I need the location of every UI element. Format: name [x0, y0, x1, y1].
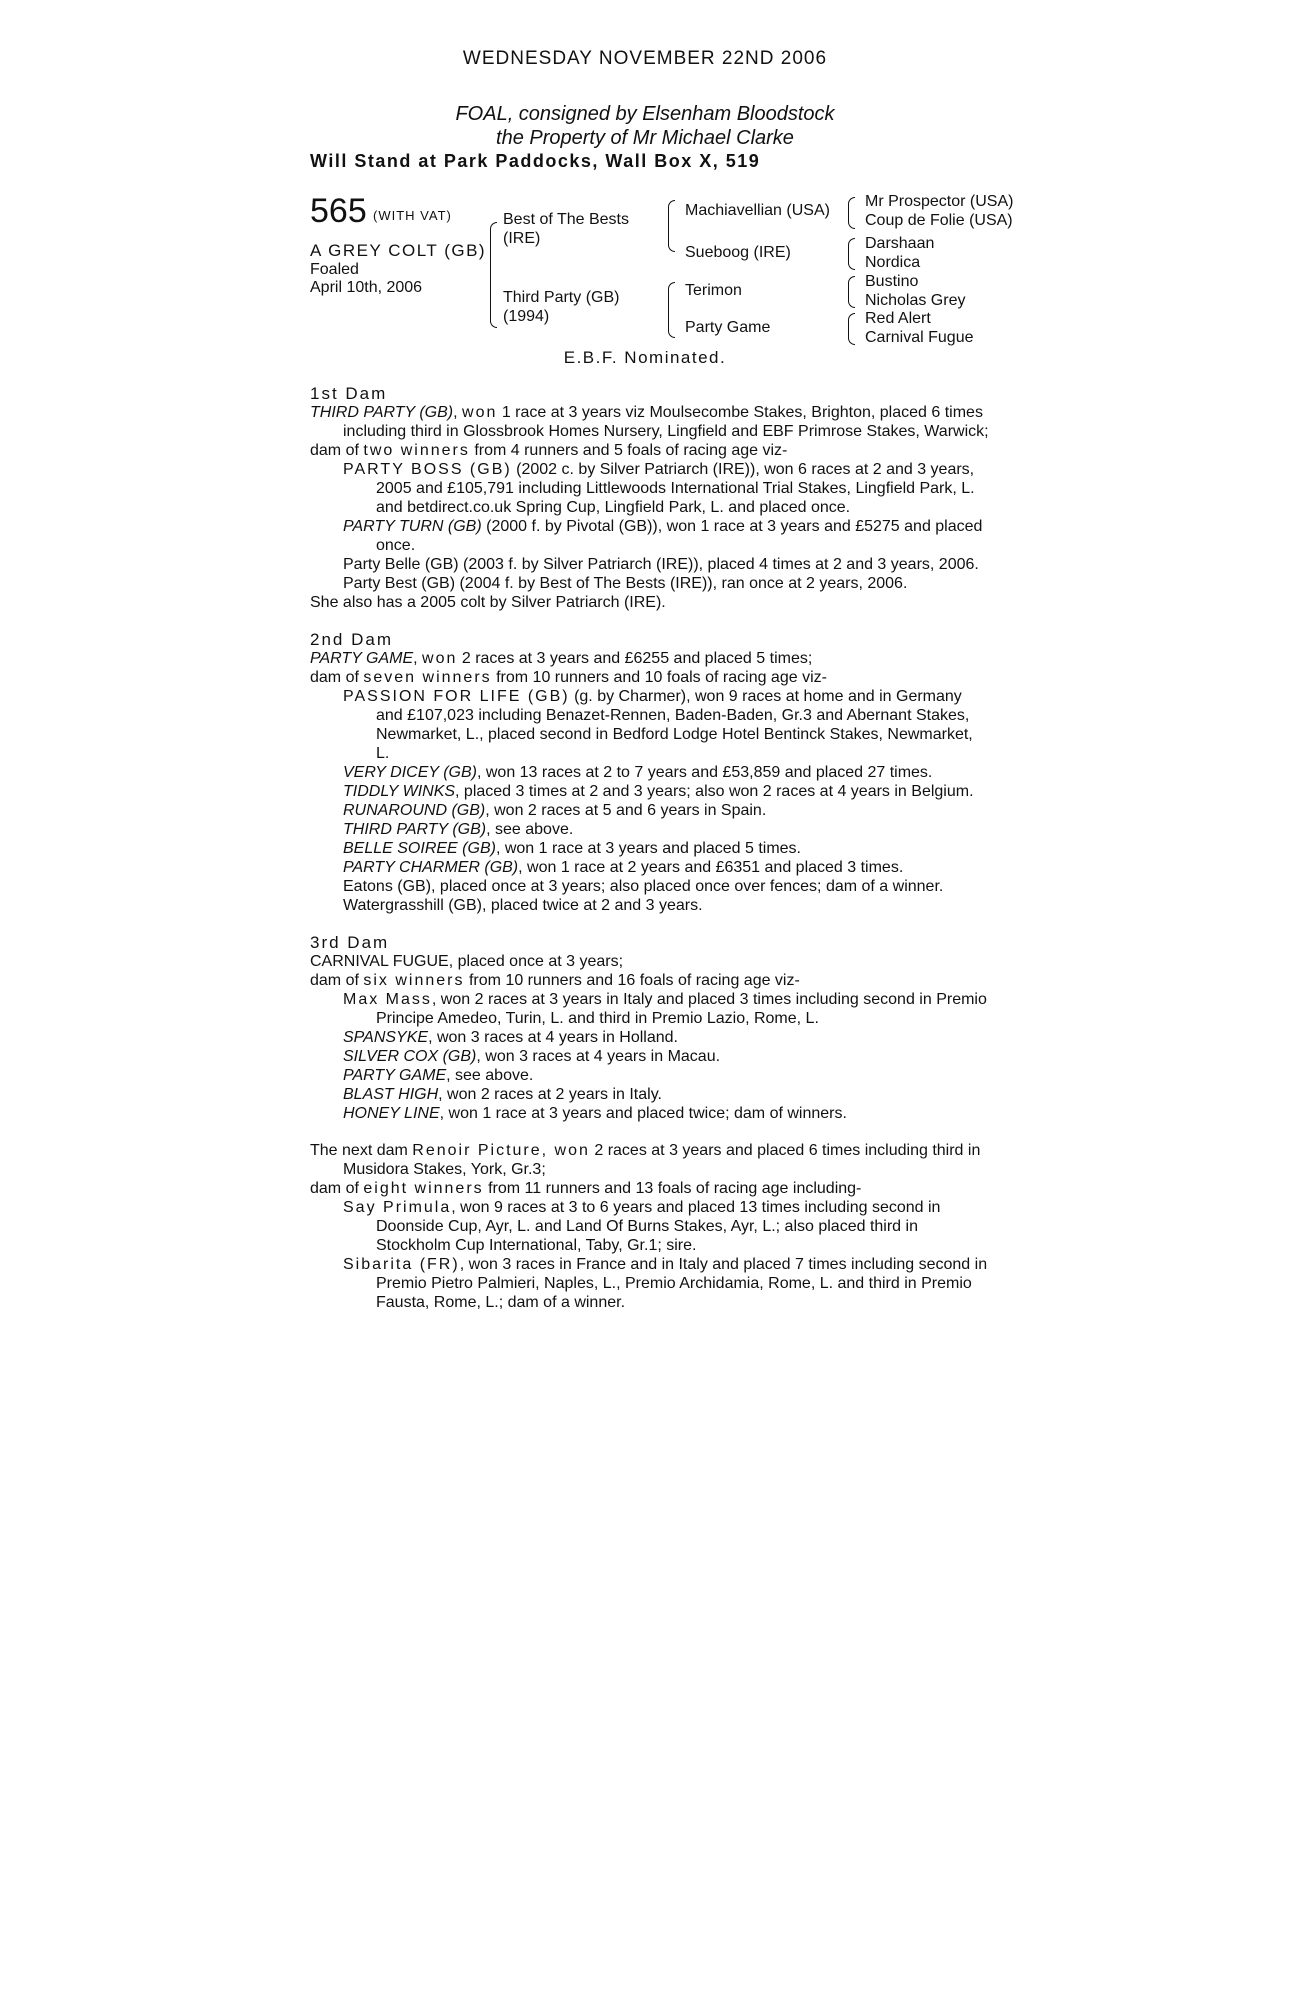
pedigree-sire	[503, 210, 629, 248]
produce-item	[310, 687, 990, 763]
first-dam-name: THIRD PARTY (GB)	[310, 404, 454, 421]
won-label: won	[422, 650, 458, 667]
produce-name: VERY DICEY (GB)	[343, 764, 477, 781]
produce-item	[310, 1198, 990, 1255]
produce-item: Party Best (GB) (2004 f. by Best of The Bests (IRE)), ran once at 2 years, 2006.	[343, 575, 908, 592]
pedigree-brace-sd	[848, 238, 855, 270]
second-dam-record: 2 races at 3 years and £6255 and placed 5 times;	[461, 650, 813, 667]
third-dam-intro: CARNIVAL FUGUE, placed once at 3 years;	[310, 953, 624, 970]
produce-record: , placed 3 times at 2 and 3 years; also won 2 races at 4 years in Belgium.	[455, 783, 974, 800]
produce-record: (g. by Charmer), won 9 races at home and in Germany and £107,023 including Benazet-Rennen, Baden-Baden, Gr.3 and Abernant Stakes, Newmarket, L., placed second in Bedford Lodge Hotel Bentinck Stakes, Newmarket, L.	[376, 688, 973, 762]
produce-name: PARTY GAME	[343, 1067, 447, 1084]
first-dam-also: She also has a 2005 colt by Silver Patriarch (IRE).	[310, 594, 666, 611]
pedigree-dam	[503, 288, 619, 326]
next-dam-record: 2 races at 3 years and placed 6 times including third in Musidora Stakes, York, Gr.3;	[343, 1142, 981, 1178]
produce-name: Say Primula	[343, 1199, 452, 1216]
sire-name: Best of The Bests	[503, 211, 629, 228]
runners-count: from 4 runners and 5 foals of racing age viz-	[474, 442, 788, 459]
won-label: , won	[541, 1142, 590, 1159]
winners-count: six winners	[363, 972, 465, 989]
second-dam-name: PARTY GAME	[310, 650, 414, 667]
second-dam-heading: 2nd Dam	[310, 630, 393, 649]
produce-record: , won 3 races at 4 years in Holland.	[428, 1029, 678, 1046]
produce-record: (2000 f. by Pivotal (GB)), won 1 race at 3 years and £5275 and placed once.	[376, 518, 983, 554]
produce-item	[310, 858, 990, 877]
produce-item	[310, 820, 990, 839]
winners-count: seven winners	[363, 669, 492, 686]
foaled-date: April 10th, 2006	[310, 279, 423, 296]
runners-count: from 10 runners and 10 foals of racing age viz-	[496, 669, 827, 686]
produce-name: Max Mass	[343, 991, 432, 1008]
produce-item	[310, 1085, 990, 1104]
pedigree-ssd: Coup de Folie (USA)	[865, 212, 1013, 229]
produce-record: , won 1 race at 3 years and placed twice; dam of winners.	[439, 1105, 847, 1122]
produce-record: , won 2 races at 5 and 6 years in Spain.	[485, 802, 767, 819]
produce-name: TIDDLY WINKS	[343, 783, 456, 800]
dam-of-label: dam of	[310, 669, 359, 686]
next-dam-produce-summary	[310, 1179, 990, 1198]
pedigree-dsd: Nicholas Grey	[865, 292, 966, 309]
pedigree-brace-dd	[848, 313, 855, 345]
pedigree-dd: Party Game	[685, 319, 771, 336]
produce-record: , see above.	[486, 821, 574, 838]
runners-count: from 10 runners and 16 foals of racing age viz-	[468, 972, 800, 989]
won-label: won	[462, 404, 498, 421]
next-dam-intro	[310, 1141, 990, 1179]
foaled-info	[310, 261, 422, 297]
produce-record: , won 2 races at 2 years in Italy.	[438, 1086, 662, 1103]
produce-record: , won 9 races at 3 to 6 years and placed 13 times including second in Doonside Cup, Ayr, L. and Land Of Burns Stakes, Ayr, L.; also placed third in Stockholm Cup International, Taby, Gr.1; sire.	[376, 1199, 941, 1254]
pedigree-brace-ss	[848, 197, 855, 229]
second-dam-produce-summary	[310, 668, 990, 687]
stand-location: Will Stand at Park Paddocks, Wall Box X, 519	[310, 151, 761, 171]
consignment-block	[0, 102, 1290, 150]
pedigree-brace-ds	[848, 276, 855, 308]
produce-record: , won 1 race at 2 years and £6351 and placed 3 times.	[518, 859, 904, 876]
produce-name: PARTY CHARMER (GB)	[343, 859, 519, 876]
produce-record: , won 1 race at 3 years and placed 5 times.	[495, 840, 801, 857]
ebf-nominated: E.B.F. Nominated.	[563, 348, 727, 367]
produce-item	[310, 801, 990, 820]
lot-number: 565	[310, 192, 367, 230]
dam-year: (1994)	[503, 308, 550, 325]
section-gap	[310, 1123, 990, 1141]
produce-item	[310, 763, 990, 782]
consignor-line: FOAL, consigned by Elsenham Bloodstock	[455, 103, 835, 125]
produce-item	[310, 517, 990, 555]
produce-item	[310, 1028, 990, 1047]
produce-name: BLAST HIGH	[343, 1086, 439, 1103]
third-dam-heading: 3rd Dam	[310, 933, 390, 952]
dam-name: Third Party (GB)	[503, 289, 620, 306]
pedigree-ds: Terimon	[685, 282, 742, 299]
produce-name: BELLE SOIREE (GB)	[343, 840, 496, 857]
third-dam-produce-summary	[310, 971, 990, 990]
produce-record: , won 13 races at 2 to 7 years and £53,859 and placed 27 times.	[476, 764, 933, 781]
produce-item	[310, 1047, 990, 1066]
produce-item	[310, 990, 990, 1028]
winners-count: two winners	[363, 442, 470, 459]
pedigree-sds: Darshaan	[865, 235, 935, 252]
second-dam-intro: PARTY GAME, won 2 races at 3 years and £6255 and placed 5 times;	[310, 650, 813, 667]
lot-description: A GREY COLT (GB)	[310, 241, 487, 260]
winners-count: eight winners	[363, 1180, 484, 1197]
produce-item	[310, 782, 990, 801]
produce-name: RUNAROUND (GB)	[343, 802, 486, 819]
dam-of-label: dam of	[310, 1180, 359, 1197]
first-dam-produce-summary	[310, 441, 990, 460]
produce-item: Watergrasshill (GB), placed twice at 2 and 3 years.	[343, 897, 703, 914]
sale-date: WEDNESDAY NOVEMBER 22ND 2006	[462, 48, 828, 69]
produce-name: SILVER COX (GB)	[343, 1048, 477, 1065]
produce-name: SPANSYKE	[343, 1029, 429, 1046]
dam-of-label: dam of	[310, 442, 359, 459]
pedigree-brace-dam	[668, 282, 675, 338]
produce-name: PARTY TURN (GB)	[343, 518, 482, 535]
produce-name: HONEY LINE	[343, 1105, 440, 1122]
pedigree-sd: Sueboog (IRE)	[685, 244, 791, 261]
produce-record: , won 3 races in France and in Italy and placed 7 times including second in Premio Pietro Palmieri, Naples, L., Premio Archidamia, Rome, L. and third in Premio Fausta, Rome, L.; dam of a winner.	[376, 1256, 988, 1311]
produce-record: , see above.	[446, 1067, 534, 1084]
next-dam-name: Renoir Picture	[412, 1142, 542, 1159]
next-dam-label: The next dam	[310, 1142, 408, 1159]
runners-count: from 11 runners and 13 foals of racing age including-	[488, 1180, 862, 1197]
produce-item	[310, 1104, 990, 1123]
produce-item	[310, 839, 990, 858]
dam-of-label: dam of	[310, 972, 359, 989]
pedigree-sss: Mr Prospector (USA)	[865, 193, 1014, 210]
produce-name: Sibarita (FR)	[343, 1256, 460, 1273]
produce-item	[310, 1255, 990, 1312]
pedigree-ss: Machiavellian (USA)	[685, 202, 830, 219]
first-dam-record: 1 race at 3 years viz Moulsecombe Stakes, Brighton, placed 6 times including third in Glossbrook Homes Nursery, Lingfield and EBF Primrose Stakes, Warwick;	[343, 404, 989, 440]
pedigree-brace-sire	[668, 200, 675, 252]
produce-record: (2002 c. by Silver Patriarch (IRE)), won 6 races at 2 and 3 years, 2005 and £105,791 including Littlewoods International Trial Stakes, Lingfield Park, L. and betdirect.co.uk Spring Cup, Lingfield Park, L. and placed once.	[376, 461, 975, 516]
produce-name: PASSION FOR LIFE (GB)	[343, 688, 570, 705]
sire-country: (IRE)	[503, 230, 541, 247]
produce-name: THIRD PARTY (GB)	[343, 821, 487, 838]
first-dam-intro: THIRD PARTY (GB), won 1 race at 3 years viz Moulsecombe Stakes, Brighton, placed 6 times including third in Glossbrook Homes Nursery, Lingfield and EBF Primrose Stakes, Warwick;	[310, 404, 989, 440]
pedigree-ddd: Carnival Fugue	[865, 329, 974, 346]
pedigree-dds: Red Alert	[865, 310, 931, 327]
produce-item: Party Belle (GB) (2003 f. by Silver Patriarch (IRE)), placed 4 times at 2 and 3 years, 2006.	[343, 556, 979, 573]
family-notes	[310, 384, 990, 1312]
first-dam-heading: 1st Dam	[310, 384, 388, 403]
owner-line: the Property of Mr Michael Clarke	[496, 127, 794, 149]
pedigree-dss: Bustino	[865, 273, 919, 290]
produce-name: PARTY BOSS (GB)	[343, 461, 512, 478]
produce-item	[310, 460, 990, 517]
pedigree-sdd: Nordica	[865, 254, 921, 271]
produce-record: , won 2 races at 3 years in Italy and placed 3 times including second in Premio Principe Amedeo, Turin, L. and third in Premio Lazio, Rome, L.	[376, 991, 987, 1027]
produce-item	[310, 1066, 990, 1085]
vat-label: (WITH VAT)	[373, 208, 452, 223]
foaled-label: Foaled	[310, 261, 359, 278]
produce-record: , won 3 races at 4 years in Macau.	[476, 1048, 721, 1065]
pedigree-brace-main	[490, 222, 497, 328]
produce-item: Eatons (GB), placed once at 3 years; also placed once over fences; dam of a winner.	[343, 878, 944, 895]
